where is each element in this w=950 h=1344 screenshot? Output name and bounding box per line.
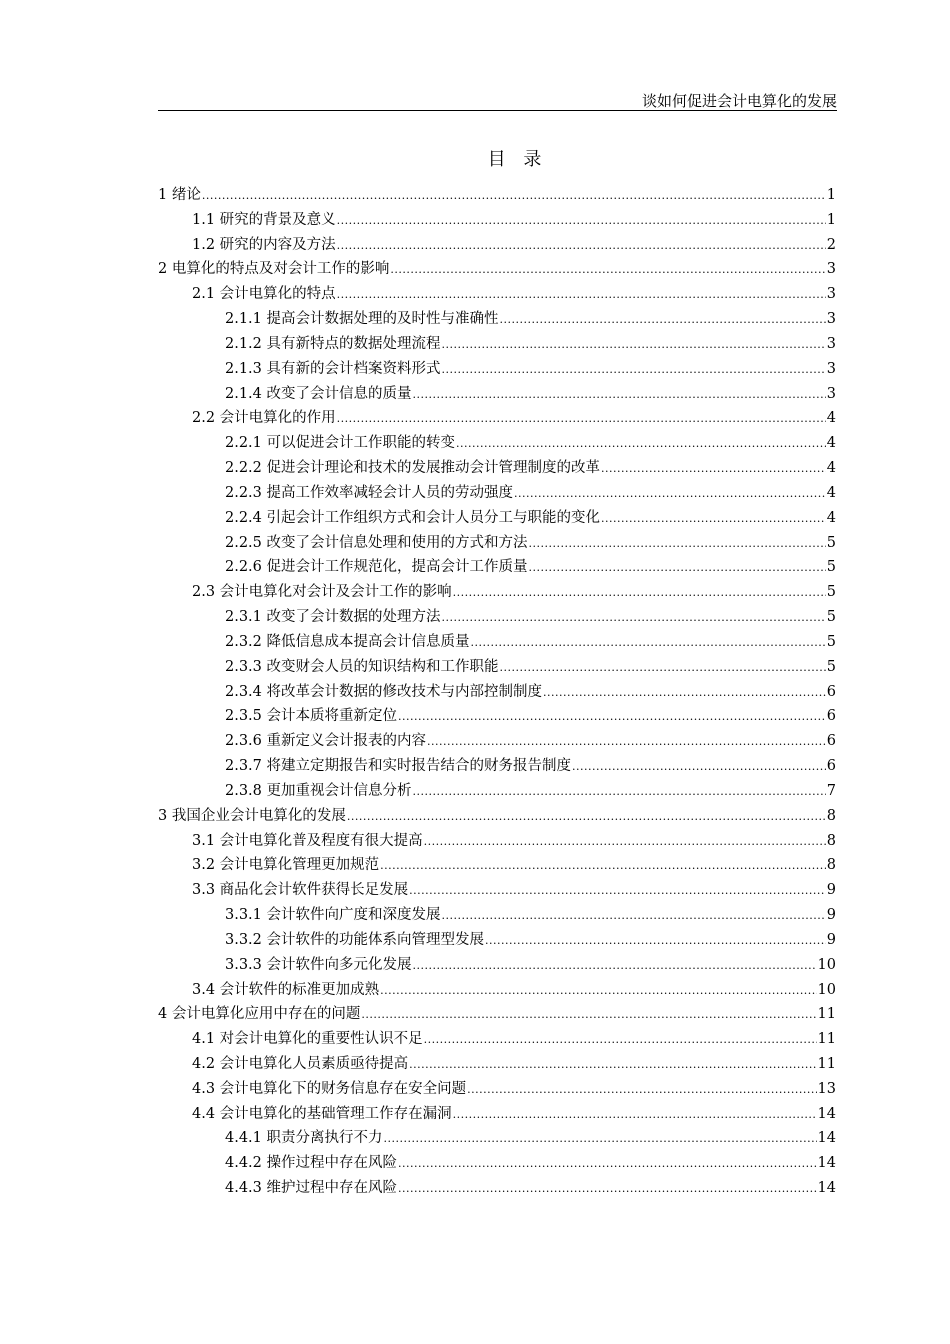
toc-dot-leader: [601, 457, 826, 482]
toc-dot-leader: [529, 532, 826, 557]
toc-entry-label: 2.3.4 将改革会计数据的修改技术与内部控制制度: [225, 683, 543, 700]
toc-dot-leader: [413, 780, 826, 805]
toc-entry-page-number: 9: [826, 907, 836, 924]
toc-dot-leader: [485, 929, 826, 954]
toc-dot-leader: [398, 705, 826, 730]
toc-entry-page-number: 8: [826, 807, 836, 824]
toc-dot-leader: [601, 507, 826, 532]
toc-entry[interactable]: [158, 829, 836, 854]
toc-entry[interactable]: [158, 953, 836, 978]
toc-dot-leader: [384, 1127, 817, 1152]
toc-dot-leader: [337, 234, 826, 259]
toc-entry[interactable]: [158, 1002, 836, 1027]
toc-entry[interactable]: [158, 456, 836, 481]
toc-dot-leader: [453, 1103, 817, 1128]
toc-dot-leader: [380, 854, 826, 879]
toc-entry[interactable]: [158, 282, 836, 307]
toc-dot-leader: [390, 258, 825, 283]
toc-entry-label: 4.4 会计电算化的基础管理工作存在漏洞: [192, 1105, 452, 1122]
toc-entry-label: 2.2 会计电算化的作用: [192, 410, 336, 427]
toc-entry-page-number: 5: [826, 633, 836, 650]
toc-entry-label: 4.2 会计电算化人员素质亟待提高: [192, 1055, 409, 1072]
toc-entry-label: 3.1 会计电算化普及程度有很大提高: [192, 832, 423, 849]
toc-entry-label: 4.3 会计电算化下的财务信息存在安全问题: [192, 1080, 467, 1097]
toc-entry-label: 2.3 会计电算化对会计及会计工作的影响: [192, 584, 452, 601]
toc-dot-leader: [413, 383, 826, 408]
toc-entry[interactable]: [158, 481, 836, 506]
toc-entry-page-number: 2: [826, 236, 836, 253]
toc-entry[interactable]: [158, 605, 836, 630]
toc-entry-page-number: 6: [826, 708, 836, 725]
toc-entry-label: 2.3.2 降低信息成本提高会计信息质量: [225, 633, 470, 650]
toc-entry-label: 2.3.1 改变了会计数据的处理方法: [225, 609, 441, 626]
toc-entry-label: 3.3.2 会计软件的功能体系向管理型发展: [225, 931, 485, 948]
toc-entry-label: 2.2.2 促进会计理论和技术的发展推动会计管理制度的改革: [225, 460, 601, 477]
toc-dot-leader: [424, 1028, 817, 1053]
toc-entry[interactable]: [158, 754, 836, 779]
toc-entry[interactable]: [158, 257, 836, 282]
toc-dot-leader: [337, 407, 826, 432]
toc-entry-page-number: 3: [826, 360, 836, 377]
toc-entry[interactable]: [158, 655, 836, 680]
toc-dot-leader: [413, 954, 817, 979]
toc-entry-page-number: 1: [826, 211, 836, 228]
toc-entry[interactable]: [158, 903, 836, 928]
header-divider: [158, 110, 837, 111]
toc-entry-page-number: 5: [826, 609, 836, 626]
toc-entry[interactable]: [158, 1027, 836, 1052]
toc-dot-leader: [529, 556, 826, 581]
toc-entry[interactable]: [158, 531, 836, 556]
toc-entry-label: 2 电算化的特点及对会计工作的影响: [158, 261, 390, 278]
running-header-title: 谈如何促进会计电算化的发展: [641, 92, 837, 110]
toc-entry[interactable]: [158, 680, 836, 705]
toc-entry-page-number: 10: [817, 956, 836, 973]
toc-entry-page-number: 11: [817, 1055, 836, 1072]
toc-dot-leader: [500, 656, 826, 681]
toc-entry-page-number: 10: [817, 981, 836, 998]
toc-entry[interactable]: [158, 208, 836, 233]
toc-entry-page-number: 3: [826, 335, 836, 352]
toc-entry-page-number: 6: [826, 733, 836, 750]
toc-entry-label: 4.4.1 职责分离执行不力: [225, 1130, 383, 1147]
toc-dot-leader: [427, 730, 826, 755]
toc-dot-leader: [337, 283, 826, 308]
toc-dot-leader: [514, 482, 826, 507]
toc-entry-label: 2.2.4 引起会计工作组织方式和会计人员分工与职能的变化: [225, 509, 601, 526]
toc-dot-leader: [442, 333, 826, 358]
toc-entry-page-number: 5: [826, 584, 836, 601]
toc-entry-label: 2.1.4 改变了会计信息的质量: [225, 385, 412, 402]
toc-entry-page-number: 14: [817, 1130, 836, 1147]
toc-entry-label: 4.1 对会计电算化的重要性认识不足: [192, 1031, 423, 1048]
toc-entry-label: 2.1 会计电算化的特点: [192, 286, 336, 303]
toc-entry-page-number: 6: [826, 758, 836, 775]
toc-entry-label: 2.3.6 重新定义会计报表的内容: [225, 733, 427, 750]
toc-entry[interactable]: [158, 1102, 836, 1127]
toc-entry-page-number: 8: [826, 832, 836, 849]
toc-entry[interactable]: [158, 804, 836, 829]
toc-entry-page-number: 14: [817, 1105, 836, 1122]
toc-entry-page-number: 11: [817, 1006, 836, 1023]
toc-entry[interactable]: [158, 1077, 836, 1102]
toc-dot-leader: [409, 879, 826, 904]
toc-entry[interactable]: [158, 853, 836, 878]
toc-entry-page-number: 1: [826, 187, 836, 203]
toc-entry-page-number: 3: [826, 261, 836, 278]
toc-entry[interactable]: [158, 332, 836, 357]
toc-entry[interactable]: [158, 1126, 836, 1151]
toc-dot-leader: [500, 308, 826, 333]
toc-entry[interactable]: [158, 233, 836, 258]
toc-entry-label: 1.2 研究的内容及方法: [192, 236, 336, 253]
toc-entry[interactable]: [158, 183, 836, 208]
toc-entry[interactable]: [158, 555, 836, 580]
toc-entry-page-number: 4: [826, 484, 836, 501]
toc-dot-leader: [337, 209, 826, 234]
toc-dot-leader: [347, 805, 826, 830]
toc-entry[interactable]: [158, 878, 836, 903]
toc-entry-page-number: 4: [826, 410, 836, 427]
toc-entry-label: 2.2.3 提高工作效率减轻会计人员的劳动强度: [225, 484, 514, 501]
toc-entry[interactable]: [158, 729, 836, 754]
toc-entry-label: 4.4.3 维护过程中存在风险: [225, 1180, 398, 1197]
toc-dot-leader: [398, 1177, 817, 1202]
toc-entry-page-number: 3: [826, 311, 836, 328]
toc-dot-leader: [202, 184, 826, 209]
toc-entry[interactable]: [158, 406, 836, 431]
toc-dot-leader: [409, 1053, 816, 1078]
toc-entry-label: 1 绪论: [158, 187, 201, 203]
toc-entry-label: 2.2.6 促进会计工作规范化，提高会计工作质量: [225, 559, 528, 576]
toc-dot-leader: [442, 904, 826, 929]
toc-entry-label: 2.1.3 具有新的会计档案资料形式: [225, 360, 441, 377]
toc-entry-label: 2.2.1 可以促进会计工作职能的转变: [225, 435, 456, 452]
toc-dot-leader: [442, 358, 826, 383]
toc-dot-leader: [361, 1003, 816, 1028]
toc-entry-page-number: 4: [826, 509, 836, 526]
toc-entry-page-number: 7: [826, 782, 836, 799]
toc-entry[interactable]: [158, 1052, 836, 1077]
toc-entry[interactable]: [158, 779, 836, 804]
toc-entry-page-number: 9: [826, 882, 836, 899]
toc-entry-page-number: 3: [826, 385, 836, 402]
toc-entry-page-number: 5: [826, 559, 836, 576]
toc-title: 目 录: [487, 149, 548, 170]
toc-entry-page-number: 14: [817, 1155, 836, 1172]
toc-dot-leader: [424, 830, 826, 855]
toc-entry-label: 2.3.8 更加重视会计信息分析: [225, 782, 412, 799]
toc-entry-page-number: 3: [826, 286, 836, 303]
toc-dot-leader: [471, 631, 826, 656]
toc-entry[interactable]: [158, 704, 836, 729]
toc-entry-label: 2.3.7 将建立定期报告和实时报告结合的财务报告制度: [225, 758, 572, 775]
toc-entry[interactable]: [158, 382, 836, 407]
toc-entry-page-number: 6: [826, 683, 836, 700]
toc-dot-leader: [572, 755, 826, 780]
toc-entry-page-number: 14: [817, 1180, 836, 1197]
toc-entry-label: 3.3.3 会计软件向多元化发展: [225, 956, 412, 973]
toc-entry-page-number: 5: [826, 534, 836, 551]
toc-entry[interactable]: [158, 630, 836, 655]
toc-entry[interactable]: [158, 580, 836, 605]
toc-entry-page-number: 13: [817, 1080, 836, 1097]
toc-entry-page-number: 5: [826, 658, 836, 675]
toc-entry-label: 4 会计电算化应用中存在的问题: [158, 1006, 361, 1023]
toc-entry-label: 3.4 会计软件的标准更加成熟: [192, 981, 380, 998]
toc-entry-page-number: 4: [826, 435, 836, 452]
toc-entry-label: 3.2 会计电算化管理更加规范: [192, 857, 380, 874]
toc-entry-label: 2.1.2 具有新特点的数据处理流程: [225, 335, 441, 352]
toc-entry[interactable]: [158, 978, 836, 1003]
toc-dot-leader: [380, 979, 816, 1004]
toc-dot-leader: [453, 581, 826, 606]
toc-dot-leader: [398, 1152, 817, 1177]
toc-entry-label: 2.2.5 改变了会计信息处理和使用的方式和方法: [225, 534, 528, 551]
toc-entry[interactable]: [158, 1151, 836, 1176]
toc-entry[interactable]: [158, 357, 836, 382]
toc-entry-page-number: 9: [826, 931, 836, 948]
toc-entry-page-number: 8: [826, 857, 836, 874]
toc-entry[interactable]: [158, 431, 836, 456]
toc-entry-page-number: 4: [826, 460, 836, 477]
toc-entry-label: 4.4.2 操作过程中存在风险: [225, 1155, 398, 1172]
toc-entry-label: 2.3.3 改变财会人员的知识结构和工作职能: [225, 658, 499, 675]
toc-entry[interactable]: [158, 928, 836, 953]
toc-dot-leader: [456, 432, 826, 457]
toc-entry[interactable]: [158, 506, 836, 531]
toc-entry-label: 2.3.5 会计本质将重新定位: [225, 708, 398, 725]
toc-entry-label: 1.1 研究的背景及意义: [192, 211, 336, 228]
toc-entry[interactable]: [158, 1176, 836, 1201]
toc-dot-leader: [543, 681, 826, 706]
toc-entry[interactable]: [158, 307, 836, 332]
table-of-contents: [158, 183, 836, 1201]
toc-entry-page-number: 11: [817, 1031, 836, 1048]
toc-dot-leader: [442, 606, 826, 631]
toc-entry-label: 3.3.1 会计软件向广度和深度发展: [225, 907, 441, 924]
toc-dot-leader: [467, 1078, 816, 1103]
toc-entry-label: 3.3 商品化会计软件获得长足发展: [192, 882, 409, 899]
toc-entry-label: 3 我国企业会计电算化的发展: [158, 807, 346, 824]
toc-entry-label: 2.1.1 提高会计数据处理的及时性与准确性: [225, 311, 499, 328]
